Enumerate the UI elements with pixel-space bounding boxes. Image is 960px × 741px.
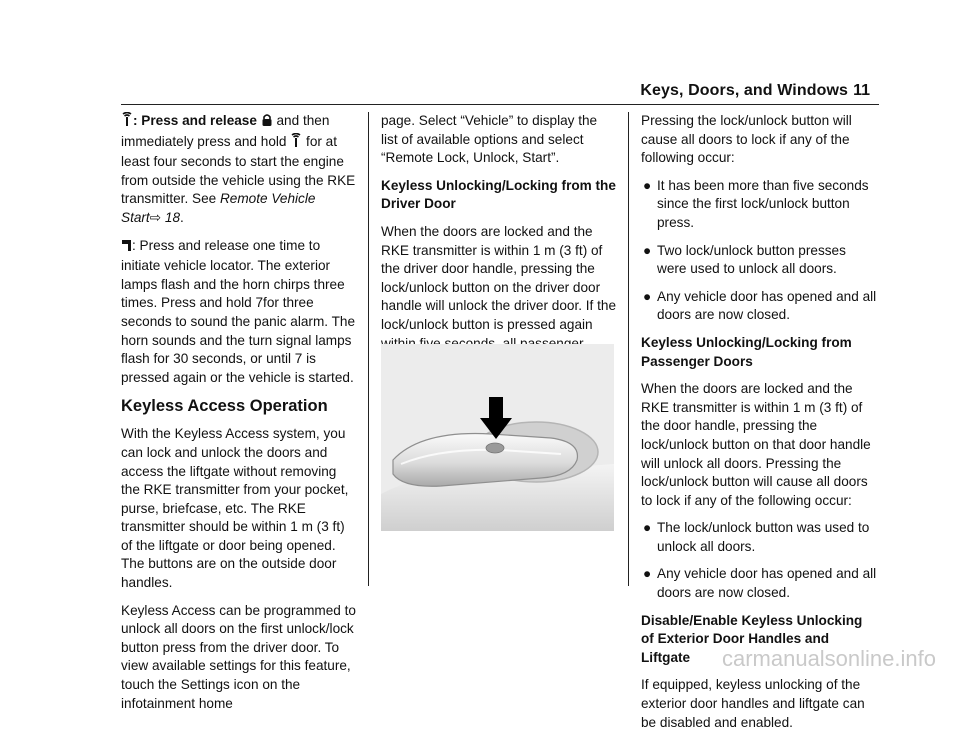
bullet-text: The lock/unlock button was used to unlock all doors. bbox=[657, 520, 870, 554]
driver-door-subheading: Keyless Unlocking/Locking from the Driver Door bbox=[381, 177, 616, 212]
disable-enable-paragraph: If equipped, keyless unlocking of the exterior door handles and liftgate can be disabled and enabled. bbox=[641, 677, 865, 730]
remote-start-text-1: : Press and release bbox=[133, 113, 261, 128]
bullet-text: Any vehicle door has opened and all doors are now closed. bbox=[657, 566, 877, 601]
bullet-icon: ● bbox=[643, 520, 652, 536]
disable-enable-subheading: Disable/Enable Keyless Unlocking of Exterior Door Handles and Liftgate bbox=[641, 612, 863, 665]
bullet-icon: ● bbox=[643, 177, 652, 193]
remote-start-icon-2 bbox=[290, 133, 302, 154]
bullet-item bbox=[641, 177, 877, 233]
bullet-text: Two lock/unlock button presses were used to unlock all doors. bbox=[657, 242, 846, 277]
keyless-access-heading: Keyless Access Operation bbox=[121, 397, 328, 416]
door-handle-svg bbox=[381, 344, 614, 531]
passenger-doors-subheading: Keyless Unlocking/Locking from Passenger Doors bbox=[641, 334, 852, 369]
watermark: carmanualsonline.info bbox=[721, 646, 936, 671]
vehicle-locator-text: : Press and release one time to initiate vehicle locator. The exterior lamps flash and the horn chirps three times. Press and hold 7for three seconds to sound the panic alarm. The horn sounds and the turn signal lamps flash for 30 seconds, or until 7 is pressed again or the vehicle is started. bbox=[121, 237, 356, 385]
bullet-item bbox=[641, 519, 877, 556]
remote-start-paragraph bbox=[121, 112, 357, 228]
vehicle-settings-paragraph: page. Select “Vehicle” to display the list of available options and select “Remote Lock, Unlock, Start”. bbox=[381, 113, 598, 166]
lock-conditions-paragraph: Pressing the lock/unlock button will cause all doors to lock if any of the following occur: bbox=[641, 113, 852, 166]
bullet-item bbox=[641, 565, 877, 602]
xref-arrow-icon: ⇨ bbox=[149, 209, 162, 225]
vehicle-locator-icon bbox=[121, 239, 132, 258]
bullet-icon: ● bbox=[643, 566, 652, 582]
lock-icon bbox=[261, 113, 273, 133]
keyless-access-paragraph-2: Keyless Access can be programmed to unlock all doors on the first unlock/lock button press from the driver door. To view available settings for this feature, touch the Settings icon on the infotainment home bbox=[121, 602, 356, 711]
remote-start-text-4: . bbox=[180, 209, 184, 225]
door-handle-illustration bbox=[381, 344, 614, 531]
bullet-icon: ● bbox=[643, 242, 652, 258]
remote-start-xref-page[interactable]: 18 bbox=[161, 209, 181, 225]
bullet-item bbox=[641, 288, 877, 325]
column-1 bbox=[121, 112, 357, 722]
remote-start-text-3: for at least four seconds to start the engine from outside the vehicle using the RKE transmitter. See bbox=[121, 133, 356, 207]
bullet-text: It has been more than five seconds since the first lock/unlock button press. bbox=[657, 177, 869, 230]
remote-start-text-2: and then immediately press and hold bbox=[121, 113, 330, 149]
section-title: Keys, Doors, and Windows bbox=[640, 82, 848, 99]
driver-door-paragraph: When the doors are locked and the RKE transmitter is within 1 m (3 ft) of the driver door handle, pressing the lock/unlock button on the driver door handle will unlock the driver door. If the lock/unlock button is pressed again bbox=[381, 223, 617, 332]
remote-start-icon bbox=[121, 112, 133, 133]
header-rule bbox=[121, 104, 879, 105]
page-number: 11 bbox=[853, 82, 870, 99]
bullet-item bbox=[641, 242, 877, 279]
lock-unlock-button bbox=[486, 443, 504, 453]
remote-start-xref[interactable]: Remote Vehicle Start bbox=[121, 191, 316, 225]
bullet-icon: ● bbox=[643, 288, 652, 304]
passenger-doors-paragraph: When the doors are locked and the RKE transmitter is within 1 m (3 ft) of the door handle, pressing the lock/unlock button on that door handle will unlock all doors. Pressing the lock/unlock button will cause all doors to lock if any of the following occur: bbox=[641, 381, 871, 508]
vehicle-locator-paragraph bbox=[121, 237, 357, 388]
bullet-text: Any vehicle door has opened and all doors are now closed. bbox=[657, 288, 877, 323]
column-divider-1 bbox=[368, 112, 369, 586]
column-divider-2 bbox=[628, 112, 629, 586]
keyless-access-paragraph-1: With the Keyless Access system, you can lock and unlock the doors and access the liftgate without removing the RKE transmitter from your pocket, purse, briefcase, etc. The RKE transmitter should be within 1 m (3 ft) of the liftgate or door being opened. The buttons are on the outside door handles. bbox=[121, 426, 349, 591]
